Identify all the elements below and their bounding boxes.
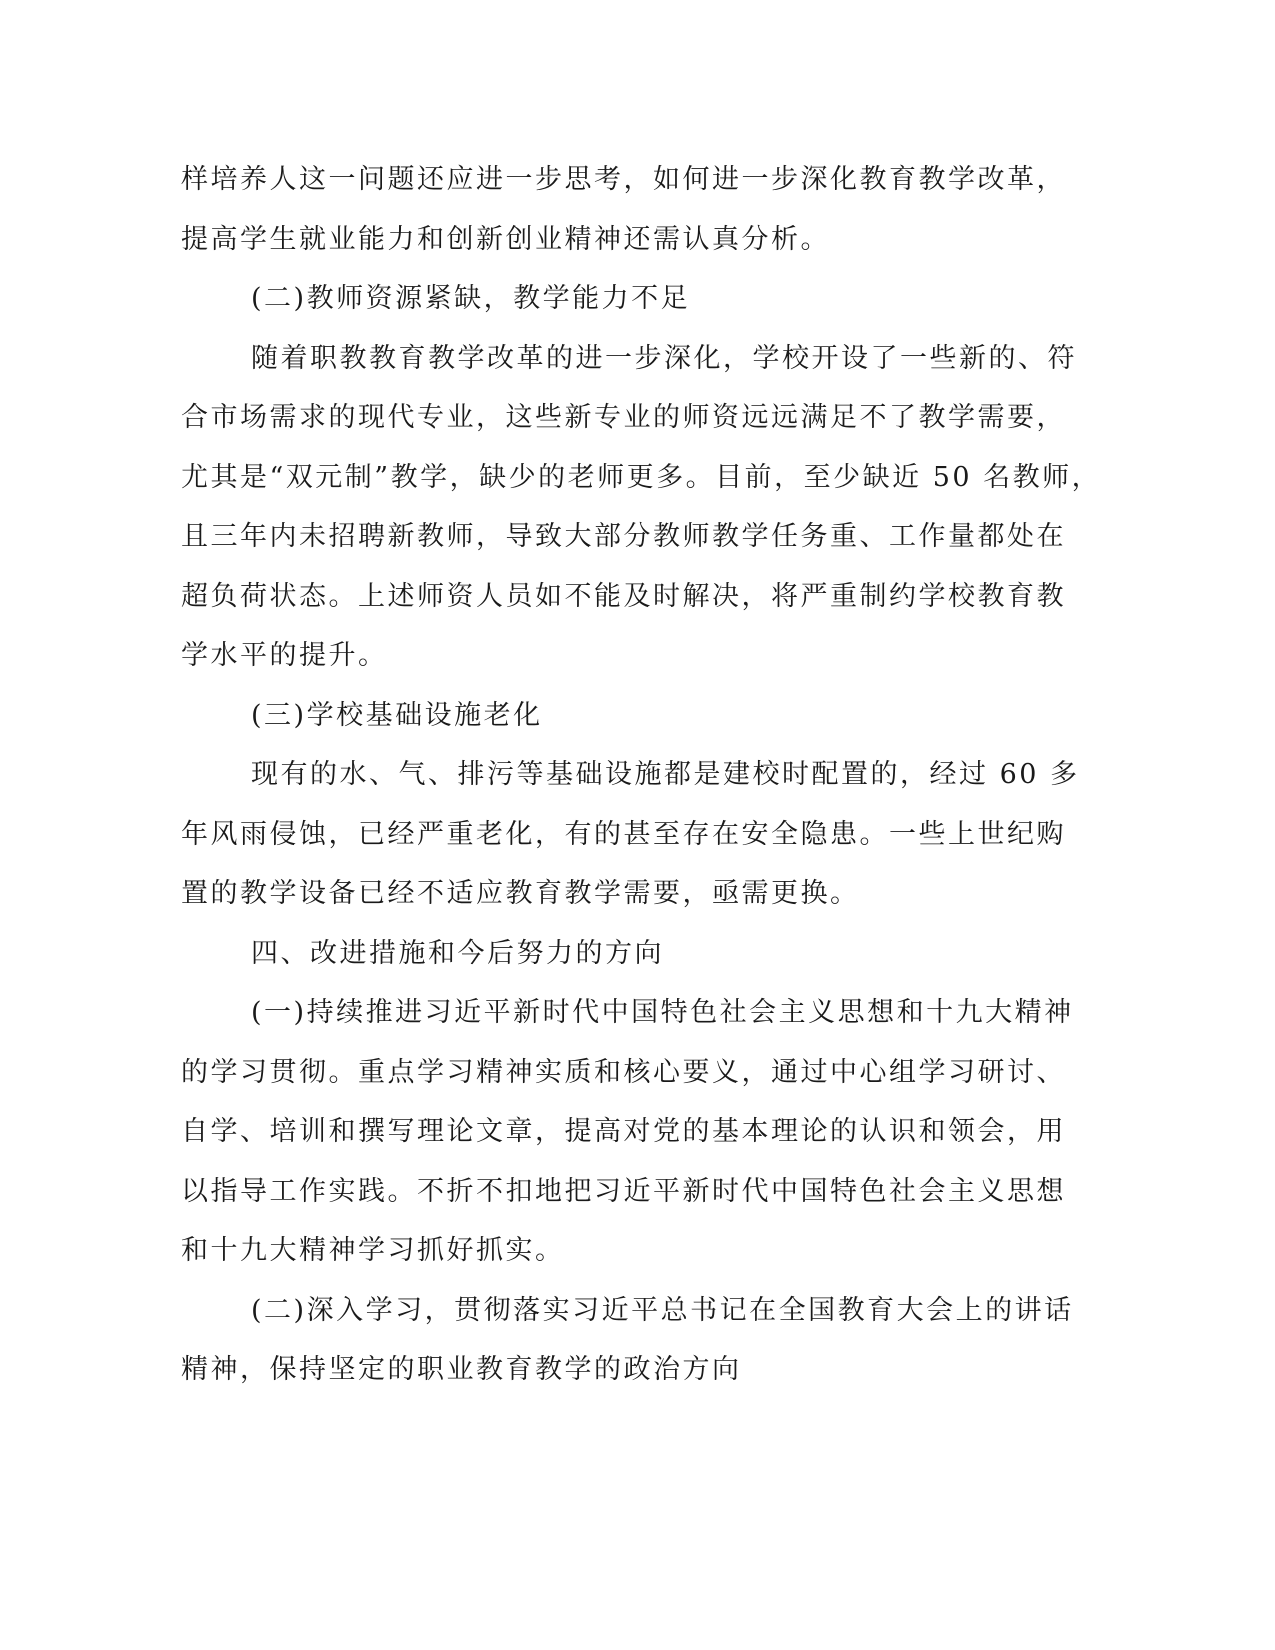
text-line: 且三年内未招聘新教师，导致大部分教师教学任务重、工作量都处在 xyxy=(181,521,1066,552)
text-line: 以指导工作实践。不折不扣地把习近平新时代中国特色社会主义思想 xyxy=(181,1175,1066,1207)
text-line: 超负荷状态。上述师资人员如不能及时解决，将严重制约学校教育教 xyxy=(181,580,1066,612)
text-line: 现有的水、气、排污等基础设施都是建校时配置的，经过 60 多 xyxy=(251,759,1080,790)
text-line: 和十九大精神学习抓好抓实。 xyxy=(181,1235,565,1266)
text-line: 精神，保持坚定的职业教育教学的政治方向 xyxy=(181,1354,742,1385)
text-line: 随着职教教育教学改革的进一步深化，学校开设了一些新的、符 xyxy=(251,342,1077,374)
section-heading: (三)学校基础设施老化 xyxy=(251,699,543,731)
text-line: (一)持续推进习近平新时代中国特色社会主义思想和十九大精神 xyxy=(251,997,1074,1028)
text-line: 尤其是“双元制”教学，缺少的老师更多。目前，至少缺近 50 名教师， xyxy=(181,461,1102,493)
text-line: 学水平的提升。 xyxy=(181,640,388,671)
text-line: 样培养人这一问题还应进一步思考，如何进一步深化教育教学改革， xyxy=(181,164,1066,195)
document-body xyxy=(181,150,1102,1400)
text-line: 年风雨侵蚀，已经严重老化，有的甚至存在安全隐患。一些上世纪购 xyxy=(181,818,1066,850)
section-heading: 四、改进措施和今后努力的方向 xyxy=(251,937,664,969)
text-line: (二)深入学习，贯彻落实习近平总书记在全国教育大会上的讲话 xyxy=(251,1294,1074,1326)
text-line: 合市场需求的现代专业，这些新专业的师资远远满足不了教学需要， xyxy=(181,402,1066,433)
text-line: 置的教学设备已经不适应教育教学需要，亟需更换。 xyxy=(181,878,860,909)
section-heading: (二)教师资源紧缺，教学能力不足 xyxy=(251,283,691,314)
text-line: 提高学生就业能力和创新创业精神还需认真分析。 xyxy=(181,223,830,255)
text-line: 的学习贯彻。重点学习精神实质和核心要义，通过中心组学习研讨、 xyxy=(181,1056,1066,1088)
text-line: 自学、培训和撰写理论文章，提高对党的基本理论的认识和领会，用 xyxy=(181,1116,1066,1147)
